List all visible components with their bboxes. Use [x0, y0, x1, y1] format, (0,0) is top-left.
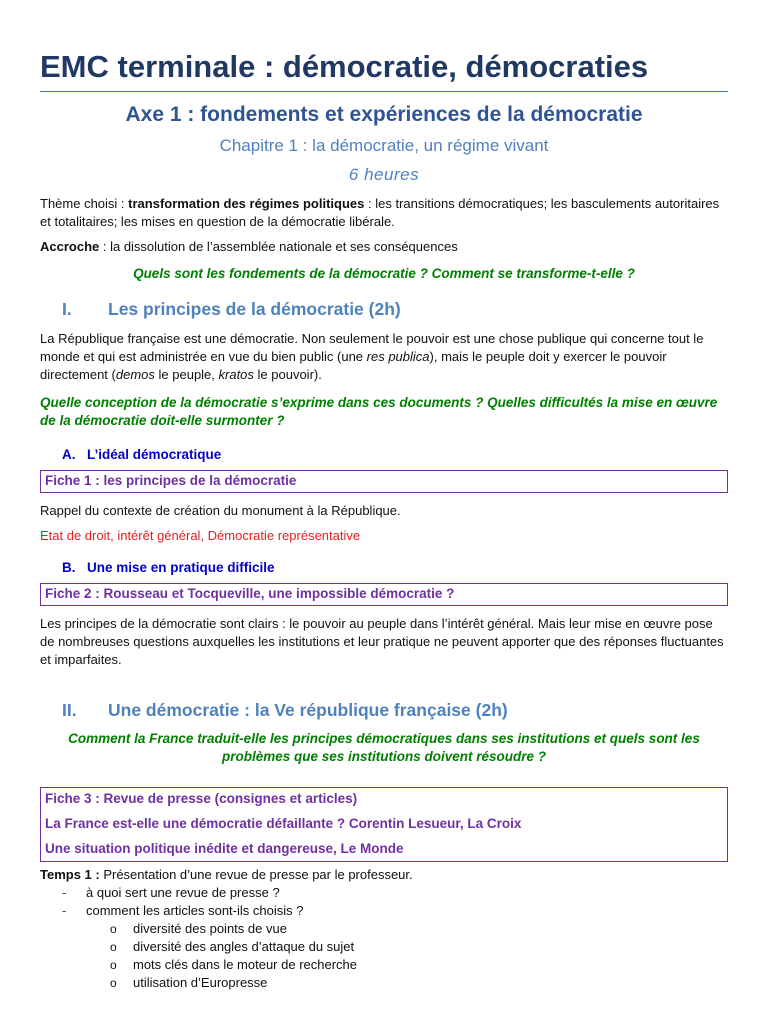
section-2-title: Une démocratie : la Ve république française (2h) [108, 700, 508, 720]
list-item-text: à quoi sert une revue de presse ? [86, 885, 280, 900]
section-2-question: Comment la France traduit-elle les principes démocratiques dans ses institutions et quels sont les problèmes que ses institutions doivent résoudre ? [68, 731, 700, 764]
section-1-title: Les principes de la démocratie (2h) [108, 299, 401, 319]
accroche-text: : la dissolution de l’assemblée nationale et ses conséquences [99, 239, 458, 254]
theme-paragraph [40, 195, 728, 231]
theme-bold: transformation des régimes politiques [128, 196, 365, 211]
list-item-text: diversité des angles d’attaque du sujet [133, 939, 355, 954]
subsection-a-title: L’idéal démocratique [87, 447, 222, 462]
list-item-text: mots clés dans le moteur de recherche [133, 957, 357, 972]
circle-list [40, 920, 728, 992]
para-text-a: La République française est une démocratie. Non seulement le pouvoir est une chose publique qui concerne tout le monde et qui est administrée en vue du bien public (une [40, 331, 704, 364]
fiche-3-box [40, 787, 728, 862]
temps-1-text: Présentation d’une revue de presse par le professeur. [99, 867, 413, 882]
dash-marker: - [62, 903, 67, 918]
circle-marker: o [110, 922, 117, 936]
theme-rest: : les transitions démocratiques; les basculements autoritaires et totalitaires; les mises en question de la démocratie libérale. [40, 196, 720, 229]
section-2-heading [40, 698, 728, 722]
circle-marker: o [110, 958, 117, 972]
subsection-b-heading [40, 559, 728, 577]
section-2-number: II. [62, 700, 77, 720]
list-item [40, 974, 728, 992]
key-notions-red: Etat de droit, intérêt général, Démocratie représentative [40, 528, 361, 543]
subsection-a-number: A. [62, 447, 76, 462]
para-kratos: kratos [218, 367, 254, 382]
fiche-2-title: Fiche 2 : Rousseau et Tocqueville, une impossible démocratie ? [45, 586, 455, 601]
duration-label: 6 heures [348, 165, 420, 184]
chapter-heading: Chapitre 1 : la démocratie, un régime vivant [219, 136, 549, 155]
fiche-2-box [40, 583, 728, 606]
para-text-c: le peuple, [154, 367, 219, 382]
axe-heading: Axe 1 : fondements et expériences de la démocratie [125, 103, 643, 126]
list-item [40, 902, 728, 920]
list-item-text: diversité des points de vue [133, 921, 287, 936]
accroche-label: Accroche [40, 239, 100, 254]
section-1-question: Quelle conception de la démocratie s’exprime dans ces documents ? Quelles difficultés la mise en œuvre de la démocratie doit-elle surmonter ? [40, 395, 718, 428]
list-item [40, 920, 728, 938]
list-item [40, 938, 728, 956]
subsection-a-text: Rappel du contexte de création du monument à la République. [40, 503, 401, 518]
list-item-text: comment les articles sont-ils choisis ? [86, 903, 304, 918]
fiche-3-line-3: Une situation politique inédite et dangereuse, Le Monde [45, 841, 404, 856]
subsection-b-text: Les principes de la démocratie sont clairs : le pouvoir au peuple dans l’intérêt général. Mais leur mise en œuvre pose de nombreuses questions auxquelles les institutions et leur pratique ne peuvent apporter que des réponses fluctuantes et imparfaites. [40, 616, 724, 667]
temps-1-label: Temps 1 : [40, 867, 100, 882]
subsection-b-number: B. [62, 560, 76, 575]
para-text-d: le pouvoir). [253, 367, 322, 382]
main-question: Quels sont les fondements de la démocratie ? Comment se transforme-t-elle ? [133, 266, 635, 281]
subsection-b-title: Une mise en pratique difficile [87, 560, 275, 575]
subsection-a-heading [40, 446, 728, 464]
circle-marker: o [110, 976, 117, 990]
list-item [40, 884, 728, 902]
document-page [40, 0, 728, 992]
dash-marker: - [62, 885, 67, 900]
theme-label: Thème choisi : [40, 196, 129, 211]
section-1-paragraph [40, 330, 728, 384]
dash-list [40, 884, 728, 920]
list-item [40, 956, 728, 974]
fiche-3-line-1: Fiche 3 : Revue de presse (consignes et articles) [45, 791, 358, 806]
fiche-3-line-2: La France est-elle une démocratie défaillante ? Corentin Lesueur, La Croix [45, 816, 522, 831]
section-1-heading [40, 297, 728, 321]
para-res-publica: res publica [366, 349, 430, 364]
para-text-b: ), mais le peuple doit y exercer le pouvoir directement ( [40, 349, 667, 382]
temps-1-paragraph [40, 866, 728, 884]
section-1-number: I. [62, 299, 72, 319]
accroche-paragraph [40, 238, 728, 256]
fiche-1-title: Fiche 1 : les principes de la démocratie [45, 473, 297, 488]
circle-marker: o [110, 940, 117, 954]
document-title: EMC terminale : démocratie, démocraties [40, 0, 728, 92]
list-item-text: utilisation d’Europresse [133, 975, 268, 990]
para-demos: demos [115, 367, 155, 382]
fiche-1-box [40, 470, 728, 493]
